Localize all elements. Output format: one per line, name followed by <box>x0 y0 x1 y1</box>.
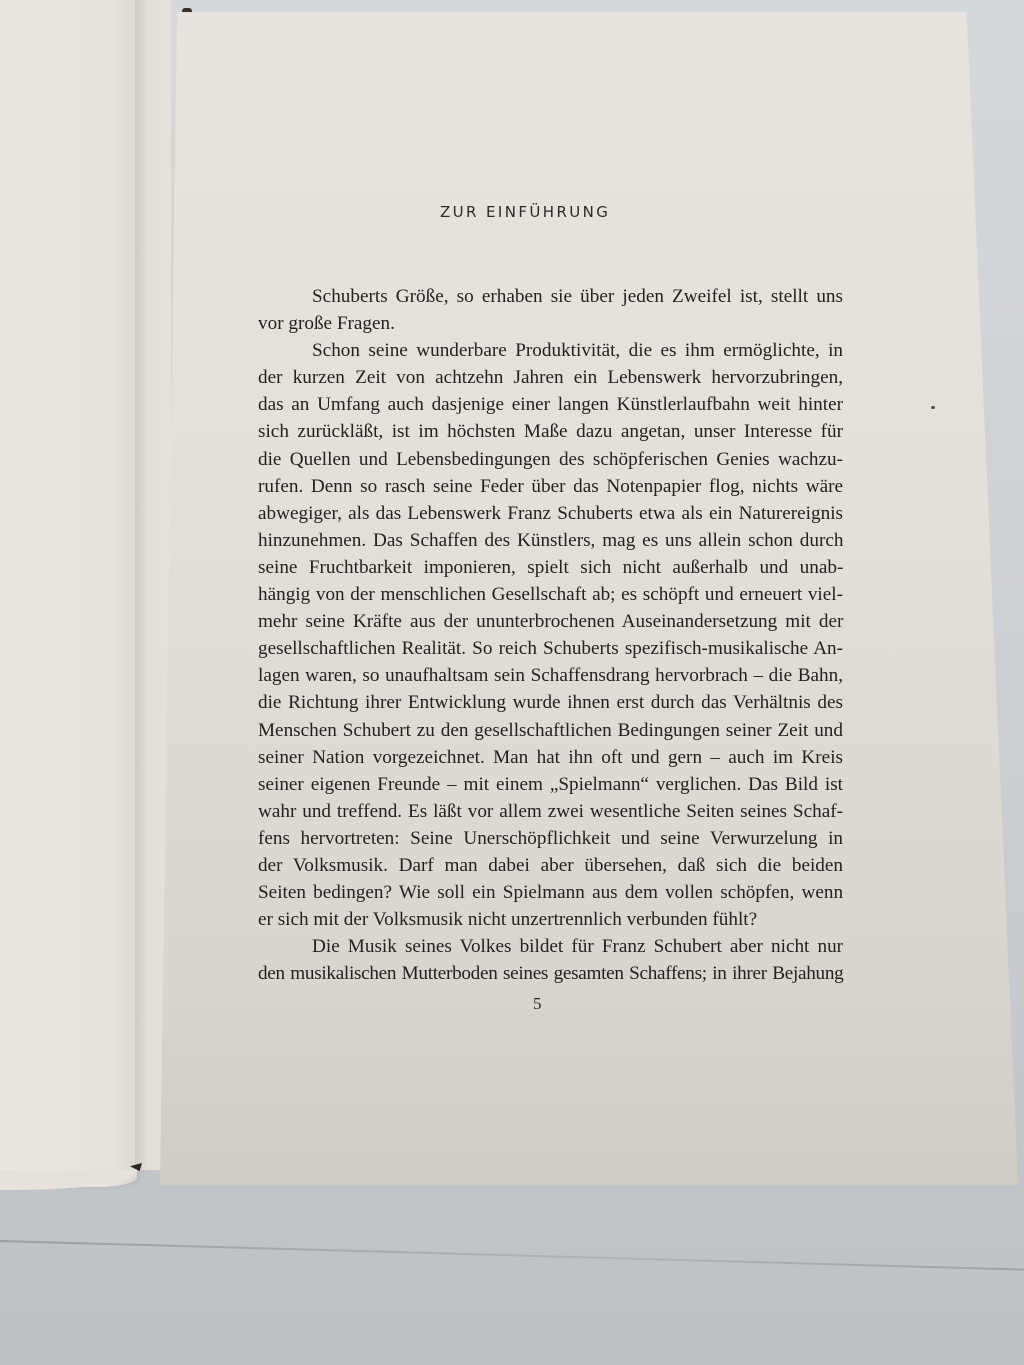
text-line: gesellschaftlichen Realität. So reich Schuberts spezifisch-musikalische An- <box>258 638 844 660</box>
text-line: mehr seine Kräfte aus der ununterbrochenen Auseinandersetzung mit der <box>258 611 844 633</box>
chapter-title: ZUR EINFÜHRUNG <box>440 203 611 221</box>
text-line: die Quellen und Lebensbedingungen des schöpferischen Genies wachzu- <box>258 448 843 470</box>
text-line: der kurzen Zeit von achtzehn Jahren ein Lebenswerk hervorzubringen, <box>258 367 843 389</box>
text-line: seine Fruchtbarkeit imponieren, spielt sich nicht außerhalb und unab- <box>258 556 844 578</box>
text-line: abwegiger, als das Lebenswerk Franz Schuberts etwa als ein Naturereignis <box>258 502 843 524</box>
body-text <box>258 283 843 987</box>
text-line: die Richtung ihrer Entwicklung wurde ihnen erst durch das Verhältnis des <box>258 692 843 714</box>
text-line: der Volksmusik. Darf man dabei aber übersehen, daß sich die beiden <box>258 854 843 876</box>
page-number: 5 <box>533 994 542 1013</box>
text-line: rufen. Denn so rasch seine Feder über das Notenpapier flog, nichts wäre <box>258 475 843 497</box>
text-line: vor große Fragen. <box>258 313 395 335</box>
text-line: er sich mit der Volksmusik nicht unzertrennlich verbunden fühlt? <box>258 909 758 931</box>
text-line: lagen waren, so unaufhaltsam sein Schaffensdrang hervorbrach – die Bahn, <box>258 665 843 687</box>
text-line: sich zurückläßt, ist im höchsten Maße dazu angetan, unser Interesse für <box>258 421 843 443</box>
text-line: Schuberts Größe, so erhaben sie über jeden Zweifel ist, stellt uns <box>312 286 843 307</box>
paper-speck <box>931 406 935 409</box>
text-line: seiner Nation vorgezeichnet. Man hat ihn oft und gern – auch im Kreis <box>258 746 843 768</box>
text-line: den musikalischen Mutterboden seines gesamten Schaffens; in ihrer Bejahung <box>258 963 844 985</box>
text-line: wahr und treffend. Es läßt vor allem zwei wesentliche Seiten seines Schaf- <box>258 800 843 822</box>
text-line: hinzunehmen. Das Schaffen des Künstlers, mag es uns allein schon durch <box>258 529 844 551</box>
text-line: Menschen Schubert zu den gesellschaftlichen Bedingungen seiner Zeit und <box>258 719 843 741</box>
text-line: Seiten bedingen? Wie soll ein Spielmann aus dem vollen schöpfen, wenn <box>258 882 844 904</box>
text-line: hängig von der menschlichen Gesellschaft ab; es schöpft und erneuert viel- <box>258 584 843 606</box>
text-line: Die Musik seines Volkes bildet für Franz Schubert aber nicht nur <box>312 936 844 958</box>
text-line: Schon seine wunderbare Produktivität, die es ihm ermöglichte, in <box>312 340 843 362</box>
text-line: fens hervortreten: Seine Unerschöpflichkeit und seine Verwurzelung in <box>258 827 843 849</box>
text-line: seiner eigenen Freunde – mit einem „Spielmann“ verglichen. Das Bild ist <box>258 773 843 795</box>
text-line: das an Umfang auch dasjenige einer langen Künstlerlaufbahn weit hinter <box>258 394 843 416</box>
left-page-edge <box>0 0 137 1187</box>
